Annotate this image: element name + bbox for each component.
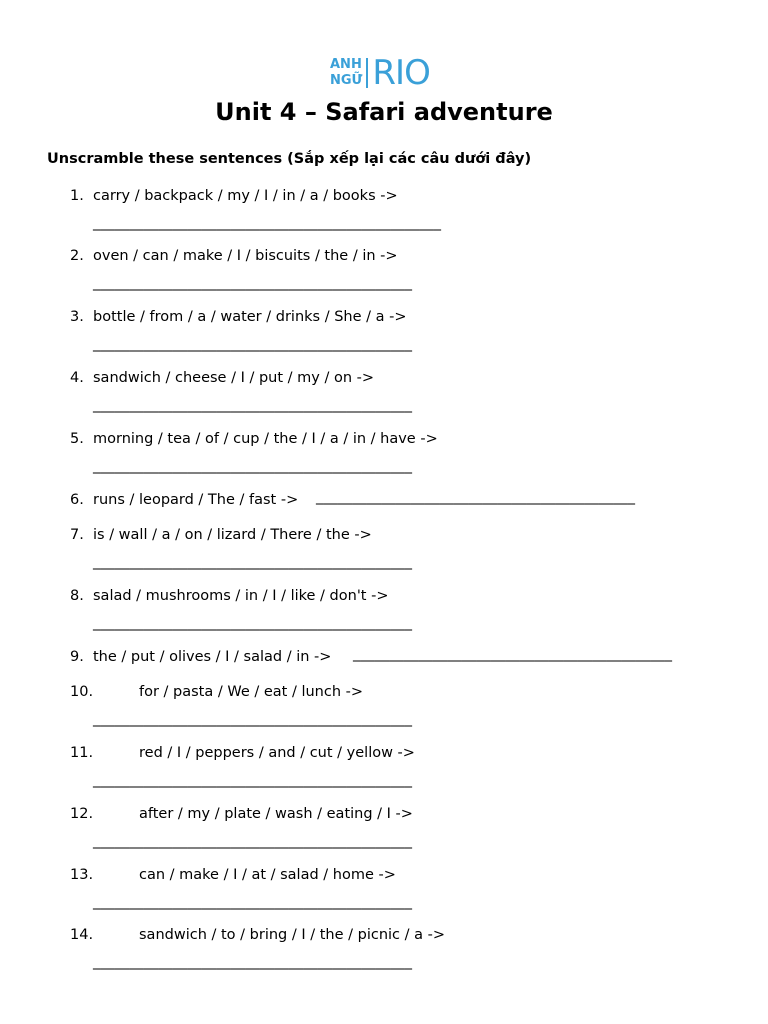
logo-bottom-text: NGỮ xyxy=(330,73,363,88)
exercise-text: sandwich / to / bring / I / the / picnic / a -> xyxy=(139,927,445,943)
exercise-text: after / my / plate / wash / eating / I -> xyxy=(139,806,413,822)
exercise-number: 8. xyxy=(70,588,84,604)
answer-line[interactable]: ____________________________________________ xyxy=(93,833,412,849)
answer-line[interactable]: ____________________________________________ xyxy=(93,336,412,352)
exercise-text: the / put / olives / I / salad / in -> xyxy=(93,649,332,665)
exercise-text: bottle / from / a / water / drinks / She / a -> xyxy=(93,309,407,325)
answer-line[interactable]: ____________________________________________ xyxy=(353,646,672,662)
answer-line[interactable]: ____________________________________________ xyxy=(316,489,635,505)
exercise-text: is / wall / a / on / lizard / There / the -> xyxy=(93,527,372,543)
page-title: Unit 4 – Safari adventure xyxy=(215,98,553,126)
exercise-number: 4. xyxy=(70,370,84,386)
logo-brand: RIO xyxy=(372,53,430,93)
logo-left-text xyxy=(330,57,362,89)
exercise-number: 14. xyxy=(70,927,94,943)
exercise-number: 3. xyxy=(70,309,84,325)
exercise-number: 11. xyxy=(70,745,94,761)
exercise-number: 6. xyxy=(70,492,84,508)
answer-line[interactable]: ________________________________________________ xyxy=(93,215,441,231)
exercise-text: red / I / peppers / and / cut / yellow -> xyxy=(139,745,415,761)
exercise-number: 2. xyxy=(70,248,84,264)
instructions-heading: Unscramble these sentences (Sắp xếp lại các câu dưới đây) xyxy=(47,151,532,167)
logo-divider xyxy=(366,58,368,88)
exercise-text: sandwich / cheese / I / put / my / on -> xyxy=(93,370,374,386)
exercise-text: runs / leopard / The / fast -> xyxy=(93,492,299,508)
answer-line[interactable]: ____________________________________________ xyxy=(93,954,412,970)
exercise-number: 1. xyxy=(70,188,84,204)
exercise-text: salad / mushrooms / in / I / like / don't -> xyxy=(93,588,389,604)
exercise-number: 12. xyxy=(70,806,94,822)
exercise-text: carry / backpack / my / I / in / a / books -> xyxy=(93,188,398,204)
exercise-text: for / pasta / We / eat / lunch -> xyxy=(139,684,364,700)
exercise-text: oven / can / make / I / biscuits / the / in -> xyxy=(93,248,398,264)
answer-line[interactable]: ____________________________________________ xyxy=(93,615,412,631)
answer-line[interactable]: ____________________________________________ xyxy=(93,772,412,788)
exercise-number: 7. xyxy=(70,527,84,543)
answer-line[interactable]: ____________________________________________ xyxy=(93,397,412,413)
logo xyxy=(330,55,430,91)
logo-top-text: ANH xyxy=(330,57,362,72)
answer-line[interactable]: ____________________________________________ xyxy=(93,275,412,291)
answer-line[interactable]: ____________________________________________ xyxy=(93,894,412,910)
answer-line[interactable]: ____________________________________________ xyxy=(93,711,412,727)
exercise-text: can / make / I / at / salad / home -> xyxy=(139,867,396,883)
exercise-number: 13. xyxy=(70,867,94,883)
answer-line[interactable]: ____________________________________________ xyxy=(93,458,412,474)
exercise-text: morning / tea / of / cup / the / I / a / in / have -> xyxy=(93,431,438,447)
exercise-number: 9. xyxy=(70,649,84,665)
answer-line[interactable]: ____________________________________________ xyxy=(93,554,412,570)
exercise-number: 10. xyxy=(70,684,94,700)
exercise-number: 5. xyxy=(70,431,84,447)
